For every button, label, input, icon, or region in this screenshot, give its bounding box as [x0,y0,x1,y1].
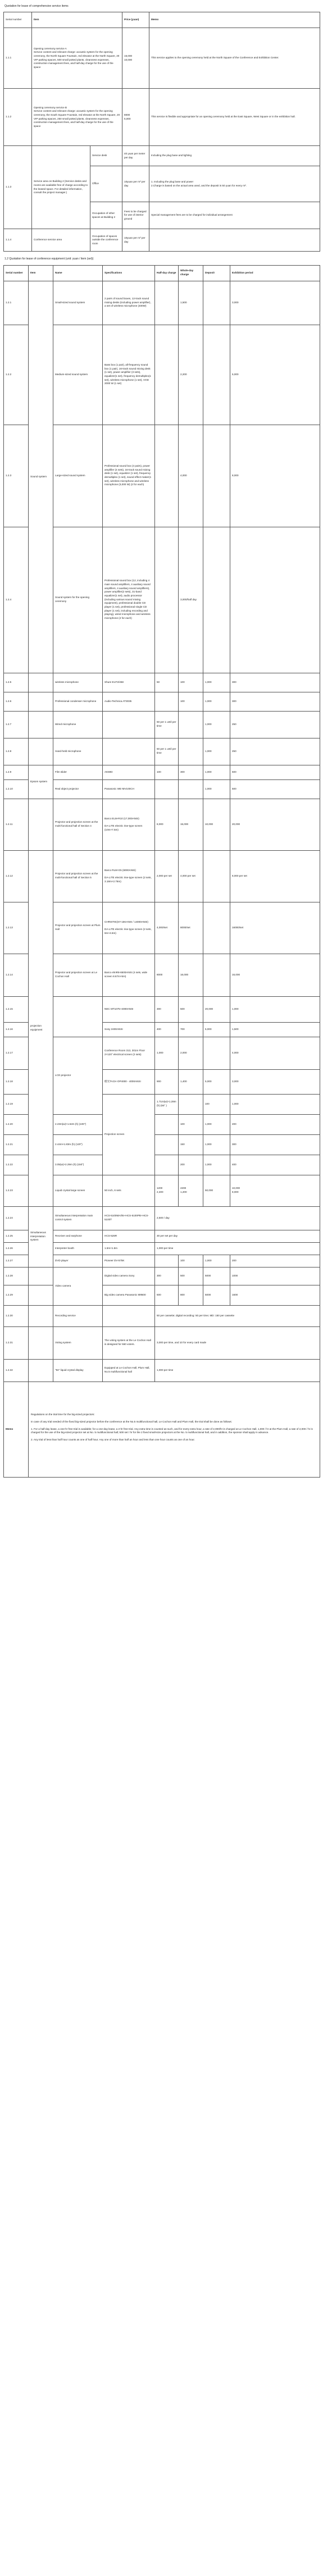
half-day-cell: 300 [155,1267,179,1285]
subitem-cell: Service desk [90,146,122,166]
serial-cell: 1.2.17 [4,1037,29,1069]
spec-cell: Professional sound box (4 pairs), power amplifier (4 sets), 16-track sound mixing desk (1 set), equalizer (1 set), frequency demultiplex (1 set), sound effect maker(1 set), wireless microphone and wireless microphone (3,000 W) (2 for each) [103,425,155,527]
table-header-row [4,265,320,281]
table-row [4,1359,320,1382]
header-item: Item [29,265,53,281]
serial-cell: 1.2.9 [4,765,29,779]
whole-day-cell: 100 [203,1094,230,1114]
header-whole-day: Whole-day charge [179,265,203,281]
header-exhibition: Exhibition period [230,265,320,281]
group-cell [29,1326,53,1359]
charge-cell: 2,500 / day [155,1206,320,1230]
subitem-cell: Office [90,166,122,202]
deposit-cell [203,1037,230,1069]
charge-cell: 3,000 per time, and 10 for every card made [155,1326,320,1359]
group-cell [29,1267,53,1285]
memo-row [4,1382,320,1477]
subitem-cell: Occupation of spaces outside the conference room [90,229,122,252]
memo-line: 2. Any trial of less than half hour counts as one of half hour. Any one of more than half an hour and less than one hour counts as one of an hour. [31,1438,195,1441]
deposit-cell: 1,000 [203,1114,230,1134]
exhibition-cell: 200 [230,1255,320,1267]
name-cell: Interpreter booth [53,1242,103,1255]
exhibition-cell: 300 [230,692,320,711]
name-cell: Video camera [53,1267,103,1305]
name-cell: Liquid crystal large screen [53,1175,103,1206]
header-price: Price (yuan) [122,12,149,28]
spec-cell: Shure EU72/458 [103,673,155,692]
whole-day-cell: 100 [179,692,203,711]
group-cell [29,1359,53,1382]
item-cell: Conference service area [32,229,90,252]
serial-cell: 1.2.29 [4,1285,29,1305]
memo-line: 1. For a half-day lease, a one-hr free trial is available; for a one-day lease, a 2-hr free trial. Any extra time is counted as such, and for every extra hour, a rate of 2,000/hr is charged at Le Cochon Hall, 1,000 / hr at the Plum Hall, a rate of 2,000 / hr is charged for the use of the big-sized projector set at No. 5 multifunctional hall; 500 set / hr for the 2 fixed small-size projectors at the No. 5 multifunctional hall, and in addition, the sponsor shall apply in advance. [31,1427,313,1434]
serial-cell: 1.2.27 [4,1255,29,1267]
half-day-cell: 50 per 1 until per time [155,711,179,738]
half-day-cell: 900 [155,1069,179,1094]
deposit-cell [203,954,230,996]
memo-label: Memo [4,1382,29,1477]
whole-day-cell: 4,000 per set [179,850,203,902]
serial-cell: 1.2.13 [4,902,29,954]
exhibition-cell: 1,500 [230,1022,320,1037]
serial-cell: 1.2.3 [4,425,29,527]
name-cell: Film slider [53,765,103,779]
half-day-cell: 2,000 per set [155,850,179,902]
name-cell [53,996,103,1037]
spec-cell: 2 pairs of sound boxes, 12-track sound mixing desks (including power amplifier), a set of wireless microphone (400W) [103,281,155,325]
serial-cell: 1.2.15 [4,996,29,1022]
table-row [4,1206,320,1230]
exhibition-cell: 500 [230,779,320,799]
serial-cell: 1.2.7 [4,711,29,738]
whole-day-cell: 300 [179,765,203,779]
half-day-cell [155,1255,179,1267]
half-day-cell: 300 [155,996,179,1022]
group-cell [29,673,53,692]
serial-cell: 1.2.12 [4,850,29,902]
charge-cell: 1,000 per time [155,1359,320,1382]
half-day-cell [155,1114,179,1134]
whole-day-cell: 800 [179,1285,203,1305]
memo-line: In case of any trial needed of the fixed big-sized projector before the conference at the No.5 multifunctional hall, Le Cochon Hall and Plum Hall, the trial shall be done as follows: [31,1420,233,1424]
memo-cell [149,229,320,252]
name-cell: Wired microphone [53,711,103,738]
spec-cell: HCS-5100MA/05+HCS-5100PB+HCS-5100T [103,1206,155,1230]
deposit-cell [203,325,230,425]
name-cell: Medium-sized sound system [53,325,103,425]
page [3,4,320,1478]
deposit-cell [203,902,230,954]
deposit-cell: 1,000 [203,673,230,692]
table-row [4,229,320,252]
table-header-row [4,12,320,28]
half-day-cell [155,425,179,527]
deposit-cell: 50,000 [203,1175,230,1206]
table-row [4,765,320,779]
whole-day-cell: 8000/set [179,902,203,954]
serial-cell: 1.2.5 [4,673,29,692]
spec-cell: 2.23m(w)×1.52m (h) (100") [53,1114,103,1134]
group-cell [29,711,53,738]
half-day-cell: 50 per 1 until per time [155,738,179,765]
whole-day-cell: 1,400 [179,1069,203,1094]
group-cell: projection equipment [29,850,53,1206]
group-cell [29,1285,53,1305]
name-cell: Hand-held microphone [53,738,103,765]
half-day-cell [155,1134,179,1155]
serial-cell: 1.2.1 [4,281,29,325]
spec-cell: NEC MT1075+4000ANSI [103,996,155,1022]
price-cell: 15,000 10,000 [122,28,149,89]
table-row [4,281,320,325]
spec-cell: 3.05(w)×2.29m (h) (150") [53,1155,103,1175]
spec-cell: 1.71m(w)×1.28m (h) (84" ) [155,1094,179,1114]
spec-cell: 2.44m×1.83m (h) (120") [53,1134,103,1155]
serial-cell: 1.2.11 [4,799,29,850]
exhibition-cell: 16,000 [230,954,320,996]
whole-day-cell: 4,000 [179,425,203,527]
serial-cell: 1.2.21 [4,1134,29,1155]
serial-cell: 1.2.19 [4,1094,29,1114]
half-day-cell: 50 [155,673,179,692]
spec-cell: Barco elmR8-6500ANSI (4 sets, wide screen 8.67m×5m) [103,954,155,996]
spec-cell: Digital video camera Sony [103,1267,155,1285]
deposit-cell: 20,000 [203,996,230,1022]
whole-day-cell: 2200 1,200 [179,1175,203,1206]
equipment-body [4,281,320,1382]
serial-cell: 1.2.16 [4,1022,29,1037]
table-row [4,1305,320,1326]
name-cell: Projection screen [103,1094,155,1175]
deposit-cell: 5000 [203,1285,230,1305]
table-row [4,1326,320,1359]
name-cell: Projector and projection screen at the multi-functional hall of Section 5 [53,850,103,902]
table-row [4,711,320,738]
exhibition-cell: 8,000 [230,425,320,527]
equipment-lease-table [3,265,320,1478]
item-cell: Opening ceremony service B Service content and relevant charge: acoustic system for the opening ceremony, the South Square Fountain, red elevator at the North Square, 20 VIP parking spaces, 250 small potted plants, cleanness expenses, construction management fees, and half-day charge for the use of the space [32,89,122,146]
deposit-cell [203,850,230,902]
deposit-cell: 1,000 [203,738,230,765]
half-day-cell [179,1094,203,1114]
header-half-day: Half-day charge [155,265,179,281]
serial-cell: 1.2.31 [4,1326,29,1359]
memo-cell: This service applies to the opening ceremony held at the North Square of the Conference and Exhibition Center. [149,28,320,89]
charge-cell: 1,000 per time [155,1242,320,1255]
half-day-cell: 1200 2,400 [155,1175,179,1206]
exhibition-cell: 250 [230,711,320,738]
deposit-cell [203,425,230,527]
deposit-cell: 1,000 [203,692,230,711]
serial-cell: 1.2.32 [4,1359,29,1382]
whole-day-cell: 500 [179,1267,203,1285]
serial-cell: 1.2.28 [4,1267,29,1285]
name-cell: "84" liquid crystal display [53,1359,103,1382]
spec-cell [103,738,155,765]
serial-cell: 1.1.2 [4,89,32,146]
half-day-cell: 500 [155,1285,179,1305]
spec-cell: The voting system at the Le Cochon Hall is designed for 550 voters. [103,1326,155,1359]
half-day-cell: 8000 [155,954,179,996]
price-cell: 10yuan per m² per day [122,229,149,252]
table-row [4,1285,320,1305]
table2-caption: 1.2 Quotation for lease of conference equipment (unit: yuan / item (set)) [4,257,94,261]
spec-cell: Audio-Technica AT3035 [103,692,155,711]
half-day-cell: 100 [155,765,179,779]
table1-caption: Quotation for lease of comprehensive service items [4,4,69,8]
serial-cell: 1.2.10 [4,779,29,799]
name-cell: wireless microphone [53,673,103,692]
serial-cell: 1.2.20 [4,1114,29,1134]
serial-cell: 1.2.23 [4,1175,29,1206]
memo-content [29,1382,320,1477]
item-cell: Service area on Building 2 (Service desks and rooms are available free of charge according to the leased space. For detailed information, consult the project manager.) [32,146,90,229]
table-row [4,692,320,711]
whole-day-cell: 700 [179,1022,203,1037]
whole-day-cell [179,738,203,765]
exhibition-cell: 5,000 [230,325,320,425]
serial-cell: 1.2.14 [4,954,29,996]
whole-day-cell: 150 [179,1134,203,1155]
exhibition-cell: 1,000 [230,996,320,1022]
spec-cell: Professional sound box (12, including 4 main sound amplifiers, 4 auxiliary sound amplifiers, 4 auxiliary sound amplifiers), power amplifier(2 sets), 31-band equalizer(1 set), audio processor (including various sound mixing equipment), professional double CD player (1 set), professional single CD player (1 set), including recording and playing), wired microphone and wireless microphone (4 for each) [103,527,155,673]
name-cell: Large-sized sound system [53,425,103,527]
deposit-cell: 5,000 [203,1022,230,1037]
name-cell: Professional condenser microphone [53,692,103,711]
deposit-cell: 1,000 [203,1155,230,1175]
header-name: Name [53,265,103,281]
half-day-cell: 4,000/set [155,902,179,954]
whole-day-cell: 200 [179,1155,203,1175]
group-cell [29,799,53,850]
exhibition-cell: 500 [230,765,320,779]
deposit-cell: 1,000 [203,779,230,799]
exhibition-cell: 1000 [230,1267,320,1285]
whole-day-cell [179,711,203,738]
table-row [4,673,320,692]
half-day-cell [155,527,179,673]
exhibition-cell: 16000/set [230,902,320,954]
charge-cell: 30 per set per day [155,1230,320,1242]
spec-cell: 1.5m×1.5m [103,1242,155,1255]
price-cell: 8000 5,000 [122,89,149,146]
name-cell: Voting system [53,1326,103,1359]
serial-cell: 1.2.24 [4,1206,29,1230]
deposit-cell: 5,000 [203,1069,230,1094]
whole-day-cell: 16,000 [179,954,203,996]
exhibition-cell [230,527,320,673]
header-serial: Serial number [4,265,29,281]
name-cell: Receiver and earphone [53,1230,103,1242]
table-row [4,799,320,850]
half-day-cell [155,692,179,711]
exhibition-cell: 3,000 [230,281,320,325]
exhibition-cell: 300 [230,1134,320,1155]
memo-cell: 1. Including the plug base and power 2.Charge is based on the actual area used, and the deposit is 50 yuan for every m². [149,166,320,202]
spec-cell: Barco RLM-G5 (6000ANSI) DA-LITE electric rise-type screen (2 sets, 3.18m×2.76m) [103,850,155,902]
spec-cell [103,1305,155,1326]
group-cell [29,1305,53,1326]
serial-cell: 1.1.4 [4,229,32,252]
spec-cell: Barco ELM-R10 (17,000ANSI) DA-LITE electric rise-type screen (10m×7.5m) [103,799,155,850]
half-day-cell [155,325,179,425]
deposit-cell: 1,000 [203,1255,230,1267]
deposit-cell [203,527,230,673]
header-item: Item [32,12,122,28]
serial-cell: 1.2.6 [4,692,29,711]
deposit-cell: 5000 [203,1267,230,1285]
name-cell: Simultaneous interpretation main control system [53,1206,103,1230]
table-row [4,1267,320,1285]
group-cell: Simultaneous interpretation system [29,1206,53,1267]
name-cell: DVD player [53,1255,103,1267]
name-cell: Projector and projection screen at Le Cochon Hall [53,954,103,996]
table-row [4,146,320,166]
exhibition-cell: 400 [230,1155,320,1175]
whole-day-cell: 15,000 [179,799,203,850]
deposit-cell: 1,000 [203,1134,230,1155]
half-day-cell [155,779,179,799]
spec-cell [103,711,155,738]
whole-day-cell: 100 [179,673,203,692]
group-cell: Sound system [29,281,53,673]
serial-cell: 1.2.8 [4,738,29,765]
deposit-cell: 1,000 [203,765,230,779]
group-cell [29,692,53,711]
whole-day-cell: 1,500 [179,281,203,325]
name-cell: Recording service [53,1305,103,1326]
deposit-cell: 10,000 [203,799,230,850]
memo-cell: This service is flexible and appropriate for an opening ceremony held at the East Square, West Square or in the exhibition hall. [149,89,320,146]
deposit-cell [203,281,230,325]
deposit-cell: 1,000 [230,1094,320,1114]
exhibition-cell: 1600 [230,1285,320,1305]
name-cell: Projector and projection screen at Plum Hall [53,902,103,954]
spec-cell: 檔光TACH·OP4000 - 4000ANSI [103,1069,155,1094]
half-day-cell: 8,000 [155,799,179,850]
name-cell: Projector and projection screen at the multi-functional hall of Section 4 [53,799,103,850]
exhibition-cell: 10,000 8,000 [230,1175,320,1206]
serial-cell: 1.2.26 [4,1242,29,1255]
name-cell: LCD projector [53,1037,103,1114]
serial-cell: 1.2.25 [4,1230,29,1242]
whole-day-cell: 3,000/half day [179,527,203,673]
exhibition-cell: 20,000 [230,799,320,850]
spec-cell: CHRISTIE(SY-15KANSI / 14000ANSI) DA-LITE electric rise-type screen (2 sets, 6m×4.5m) [103,902,155,954]
memo-cell: Including the plug base and lighting [149,146,320,166]
spec-cell: Big video camera Panasonic M9500 [103,1285,155,1305]
deposit-cell: 1,000 [203,711,230,738]
spec-cell: Conference Room 313, 301m Floor 2×120" electrical screen (2 sets) [103,1037,155,1069]
table-row [4,850,320,902]
table-row [4,89,320,146]
serial-cell: 1.2.2 [4,325,29,425]
item-cell: Opening ceremony service A Service content and relevant charge: acoustic system for the opening ceremony, the North Square Fountain, red elevator at the North Square, 20 VIP parking spaces, 500 small potted plants, cleanness expenses, construction management fees, and half-day charge for the use of the space [32,28,122,89]
serial-cell: 1.2.18 [4,1069,29,1094]
group-cell: Epsom system [29,765,53,799]
exhibition-cell: 300 [230,673,320,692]
memo-line: Regulations on the trial time for the big-sized projectors: [31,1413,95,1416]
charge-cell: 50 per cassette; digital recording: 50 per time; MD: 150 per cassette [155,1305,320,1326]
whole-day-cell: 100 [179,1114,203,1134]
table-row [4,28,320,89]
exhibition-cell: 3,000 [230,1069,320,1094]
serial-cell: 1.1.1 [4,28,32,89]
header-serial: Serial number [4,12,32,28]
exhibition-cell: 250 [230,738,320,765]
group-cell [29,738,53,765]
spec-cell: Sony 2400ANSI [103,1022,155,1037]
serial-cell: 1.2.30 [4,1305,29,1326]
name-cell: Real object projector [53,779,103,799]
price-cell: 10yuan per m² per day [122,166,149,202]
whole-day-cell: 2,200 [179,325,203,425]
spec-cell: Equipped at Le Cochon Hall, Plum Hall, No.5 multifunctional hall [103,1359,155,1382]
spec-cell: 50 inch, 6 sets [103,1175,155,1206]
header-memo: Memo [149,12,320,28]
serial-cell: 1.2.4 [4,527,29,673]
half-day-cell: 400 [155,1022,179,1037]
serial-cell: 1.1.3 [4,146,32,229]
exhibition-cell: 8,000 per set [230,850,320,902]
exhibition-cell: 200 [230,1114,320,1134]
exhibition-cell: 4,000 [230,1037,320,1069]
half-day-cell: 1,000 [155,1037,179,1069]
comprehensive-service-table [3,12,320,252]
whole-day-cell: 500 [179,996,203,1022]
name-cell: Sound system for the opening ceremony [53,527,103,673]
spec-cell: AKMID [103,765,155,779]
whole-day-cell [179,779,203,799]
header-specifications: Specifications [103,265,155,281]
name-cell: Small-sized sound system [53,281,103,325]
spec-cell: Bass box (1 pair), all-frequency sound box (1 pair), 16-track sound mixing desk (1 set), power amplifier (3 sets), equalizer(1 set), frequency demultiplex(1 set), wireless microphone (1 set), VOD 2000 W (1 set) [103,325,155,425]
half-day-cell [155,1155,179,1175]
spec-cell: Pioneer DV-575K [103,1255,155,1267]
table-row [4,738,320,765]
whole-day-cell: 2,000 [179,1037,203,1069]
spec-cell: HCS-526R [103,1230,155,1242]
price-cell: Fees to be charged for use of interior ground [122,202,149,229]
price-cell: 40 yuan per meter per day [122,146,149,166]
spec-cell: Panasonic WE-MV100CH [103,779,155,799]
whole-day-cell: 100 [179,1255,203,1267]
serial-cell: 1.2.22 [4,1155,29,1175]
memo-cell: Special management fees are to be charged for individual arrangement [149,202,320,229]
subitem-cell: Occupation of other spaces at Building 2 [90,202,122,229]
half-day-cell [155,281,179,325]
header-deposit: Deposit [203,265,230,281]
